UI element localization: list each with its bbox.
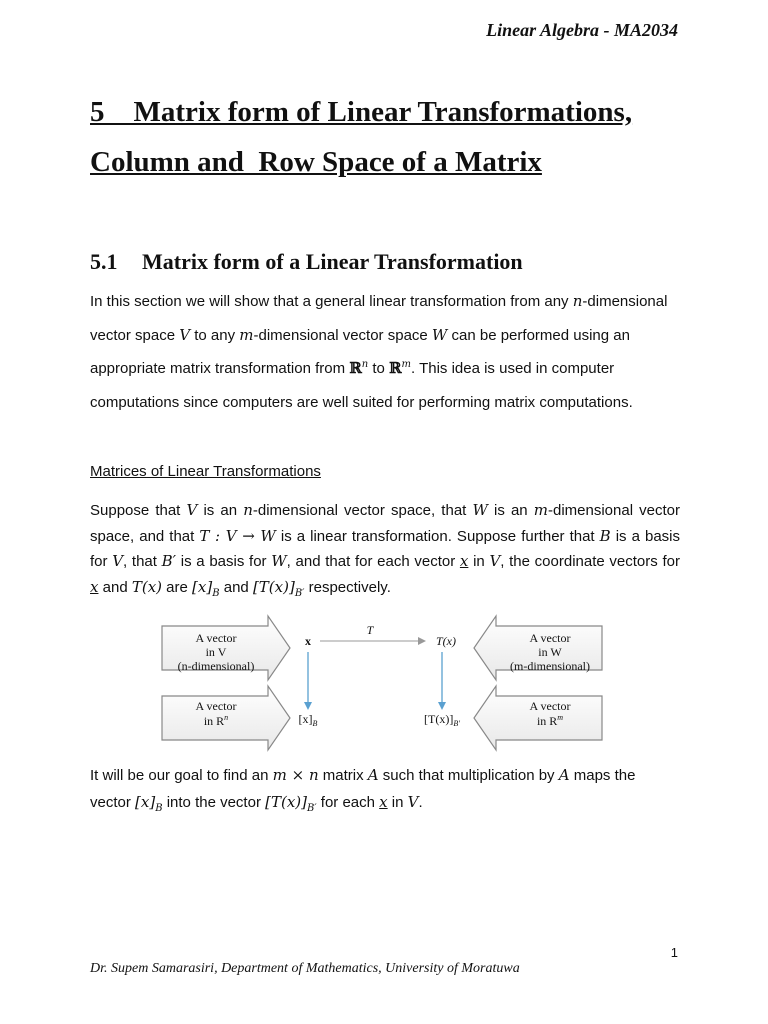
goal-paragraph: It will be our goal to find an m × n matrix A such that multiplication by A maps the vector $[x]_B$ into the vector $[T(x)]_{B'}$ for each x in V.	[90, 766, 636, 814]
chapter-title-line2: Column and Row Space of a Matrix	[90, 146, 542, 178]
box-top-left-line2: in V	[205, 645, 227, 659]
section-title: Matrix form of a Linear Transformation	[142, 249, 523, 274]
label-xB: $[x]_B$	[298, 712, 318, 728]
down-arrow-right-head	[438, 702, 446, 710]
label-T: T	[366, 623, 374, 637]
label-Tx: T(x)	[436, 634, 456, 648]
section-number: 5.1	[90, 249, 118, 274]
transformation-diagram	[160, 614, 604, 756]
box-bottom-right-line1: A vector	[529, 699, 571, 713]
box-top-left-line3: (n-dimensional)	[177, 659, 255, 673]
box-top-right-line3: (m-dimensional)	[510, 659, 590, 673]
box-top-right-line2: in W	[538, 645, 562, 659]
down-arrow-left-head	[304, 702, 312, 710]
box-bottom-right-line2: in $R^m$	[536, 713, 564, 728]
label-TxB: $[T(x)]_{B'}$	[424, 712, 460, 728]
section-heading	[90, 249, 523, 275]
page-number: 1	[670, 945, 678, 960]
box-top-right-line1: A vector	[529, 631, 571, 645]
T-arrow-head	[418, 637, 426, 645]
box-top-left-line1: A vector	[195, 631, 237, 645]
intro-paragraph: In this section we will show that a general linear transformation from any n-dimensional vector space V to any m-dimensional vector space W can be performed using an appropriate matrix transformation from ℝ$^n$ to ℝ$^m$. This idea is used in computer computations since computers are well suited for performing matrix computations.	[90, 292, 668, 411]
definition-paragraph: Suppose that V is an n-dimensional vector space, that W is an m-dimensional vector space, and that T : V → W is a linear transformation. Suppose further that B is a basis for V, that B′ is a basis for W, and that for each vector x in V, the coordinate vectors for x and T(x) are $[x]_B$ and $[T(x)]_{B'}$ respectively.	[90, 501, 681, 599]
box-bottom-left-line2: in $R^n$	[203, 713, 229, 728]
label-x: x	[305, 634, 311, 648]
box-bottom-left-line1: A vector	[195, 699, 237, 713]
subheading: Matrices of Linear Transformations	[90, 463, 321, 480]
page-header: Linear Algebra - MA2034	[486, 20, 678, 40]
page-footer: Dr. Supem Samarasiri, Department of Mathematics, University of Moratuwa	[90, 961, 520, 976]
chapter-title-line1: 5 Matrix form of Linear Transformations,	[90, 96, 633, 128]
